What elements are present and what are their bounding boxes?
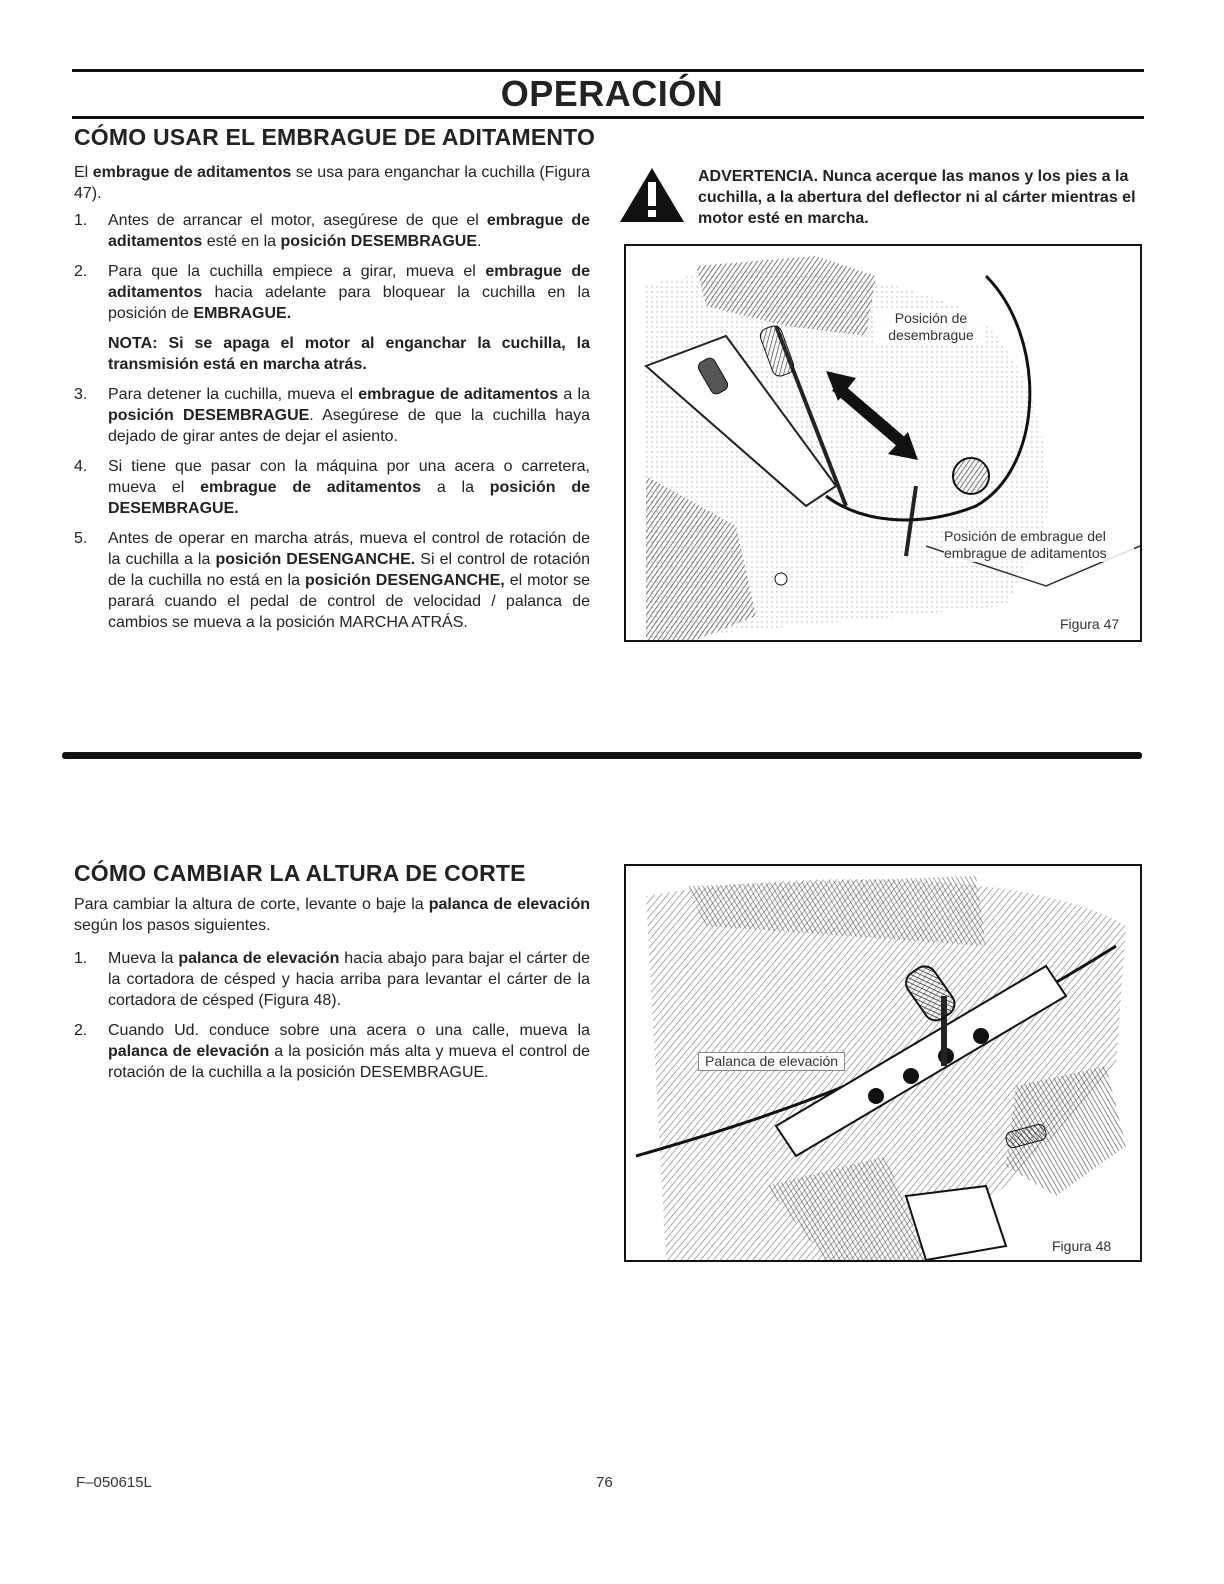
note-text: NOTA: Si se apaga el motor al enganchar la cuchilla, la transmisión está en marcha atrás. <box>108 335 590 373</box>
section-heading-clutch: CÓMO USAR EL EMBRAGUE DE ADITAMENTO <box>74 124 596 150</box>
list-item: 5. Antes de operar en marcha atrás, mueva el control de rotación de la cuchilla a la posición DESENGANCHE. Si el control de rotación de la cuchilla no está en la posición DESENGANCHE, el motor se parará cuando el pedal de control de velocidad / palanca de cambios se mueva a la posición MARCHA ATRÁS. <box>74 530 590 631</box>
section1-intro: El embrague de aditamentos se usa para enganchar la cuchilla (Figura 47). <box>74 164 590 202</box>
list-item: 1. Mueva la palanca de elevación hacia abajo para bajar el cárter de la cortadora de césped y hacia arriba para levantar el cárter de la cortadora de césped (Figura 48). <box>74 950 591 1009</box>
figure-48 <box>624 864 1142 1262</box>
section-heading-cut-height: CÓMO CAMBIAR LA ALTURA DE CORTE <box>74 860 526 886</box>
title-underline <box>72 116 1144 119</box>
callout-engaged: Posición de embrague del embrague de aditamentos <box>944 528 1134 562</box>
list-item: 3. Para detener la cuchilla, mueva el embrague de aditamentos a la posición DESEMBRAGUE. Asegúrese de que la cuchilla haya dejado de girar antes de dejar el asiento. <box>74 386 590 445</box>
document-code: F–050615L <box>76 1474 152 1491</box>
top-rule <box>72 69 1144 72</box>
figure-47 <box>624 244 1142 642</box>
list-item: 2. Para que la cuchilla empiece a girar, mueva el embrague de aditamentos hacia adelante para bloquear la cuchilla en la posición de EMBRAGUE. <box>74 263 590 322</box>
figure-47-caption: Figura 47 <box>1060 616 1120 632</box>
list-item: 1. Antes de arrancar el motor, asegúrese de que el embrague de aditamentos esté en la posición DESEMBRAGUE. <box>74 212 590 250</box>
list-item: 2. Cuando Ud. conduce sobre una acera o una calle, mueva la palanca de elevación a la posición más alta y mueva el control de rotación de la cuchilla a la posición DESEMBRAGUE. <box>74 1022 591 1081</box>
list-item: 4. Si tiene que pasar con la máquina por una acera o carretera, mueva el embrague de aditamentos a la posición de DESEMBRAGUE. <box>74 458 590 517</box>
figure-48-caption: Figura 48 <box>1052 1238 1112 1254</box>
section2-intro: Para cambiar la altura de corte, levante o baje la palanca de elevación según los pasos siguientes. <box>74 896 591 934</box>
section-divider <box>62 752 1142 759</box>
callout-disengaged: Posición de desembrague <box>876 310 986 344</box>
section2-steps <box>74 948 590 1092</box>
warning-text: ADVERTENCIA. Nunca acerque las manos y los pies a la cuchilla, a la abertura del deflector ni al cárter mientras el motor esté en marcha. <box>698 168 1136 227</box>
warning-triangle-icon <box>618 166 686 224</box>
page-title: OPERACIÓN <box>500 73 724 114</box>
callout-lift-lever: Palanca de elevación <box>698 1052 845 1071</box>
section1-steps <box>74 210 590 642</box>
page-number: 76 <box>596 1474 613 1491</box>
figure-47-illustration <box>626 246 1140 640</box>
